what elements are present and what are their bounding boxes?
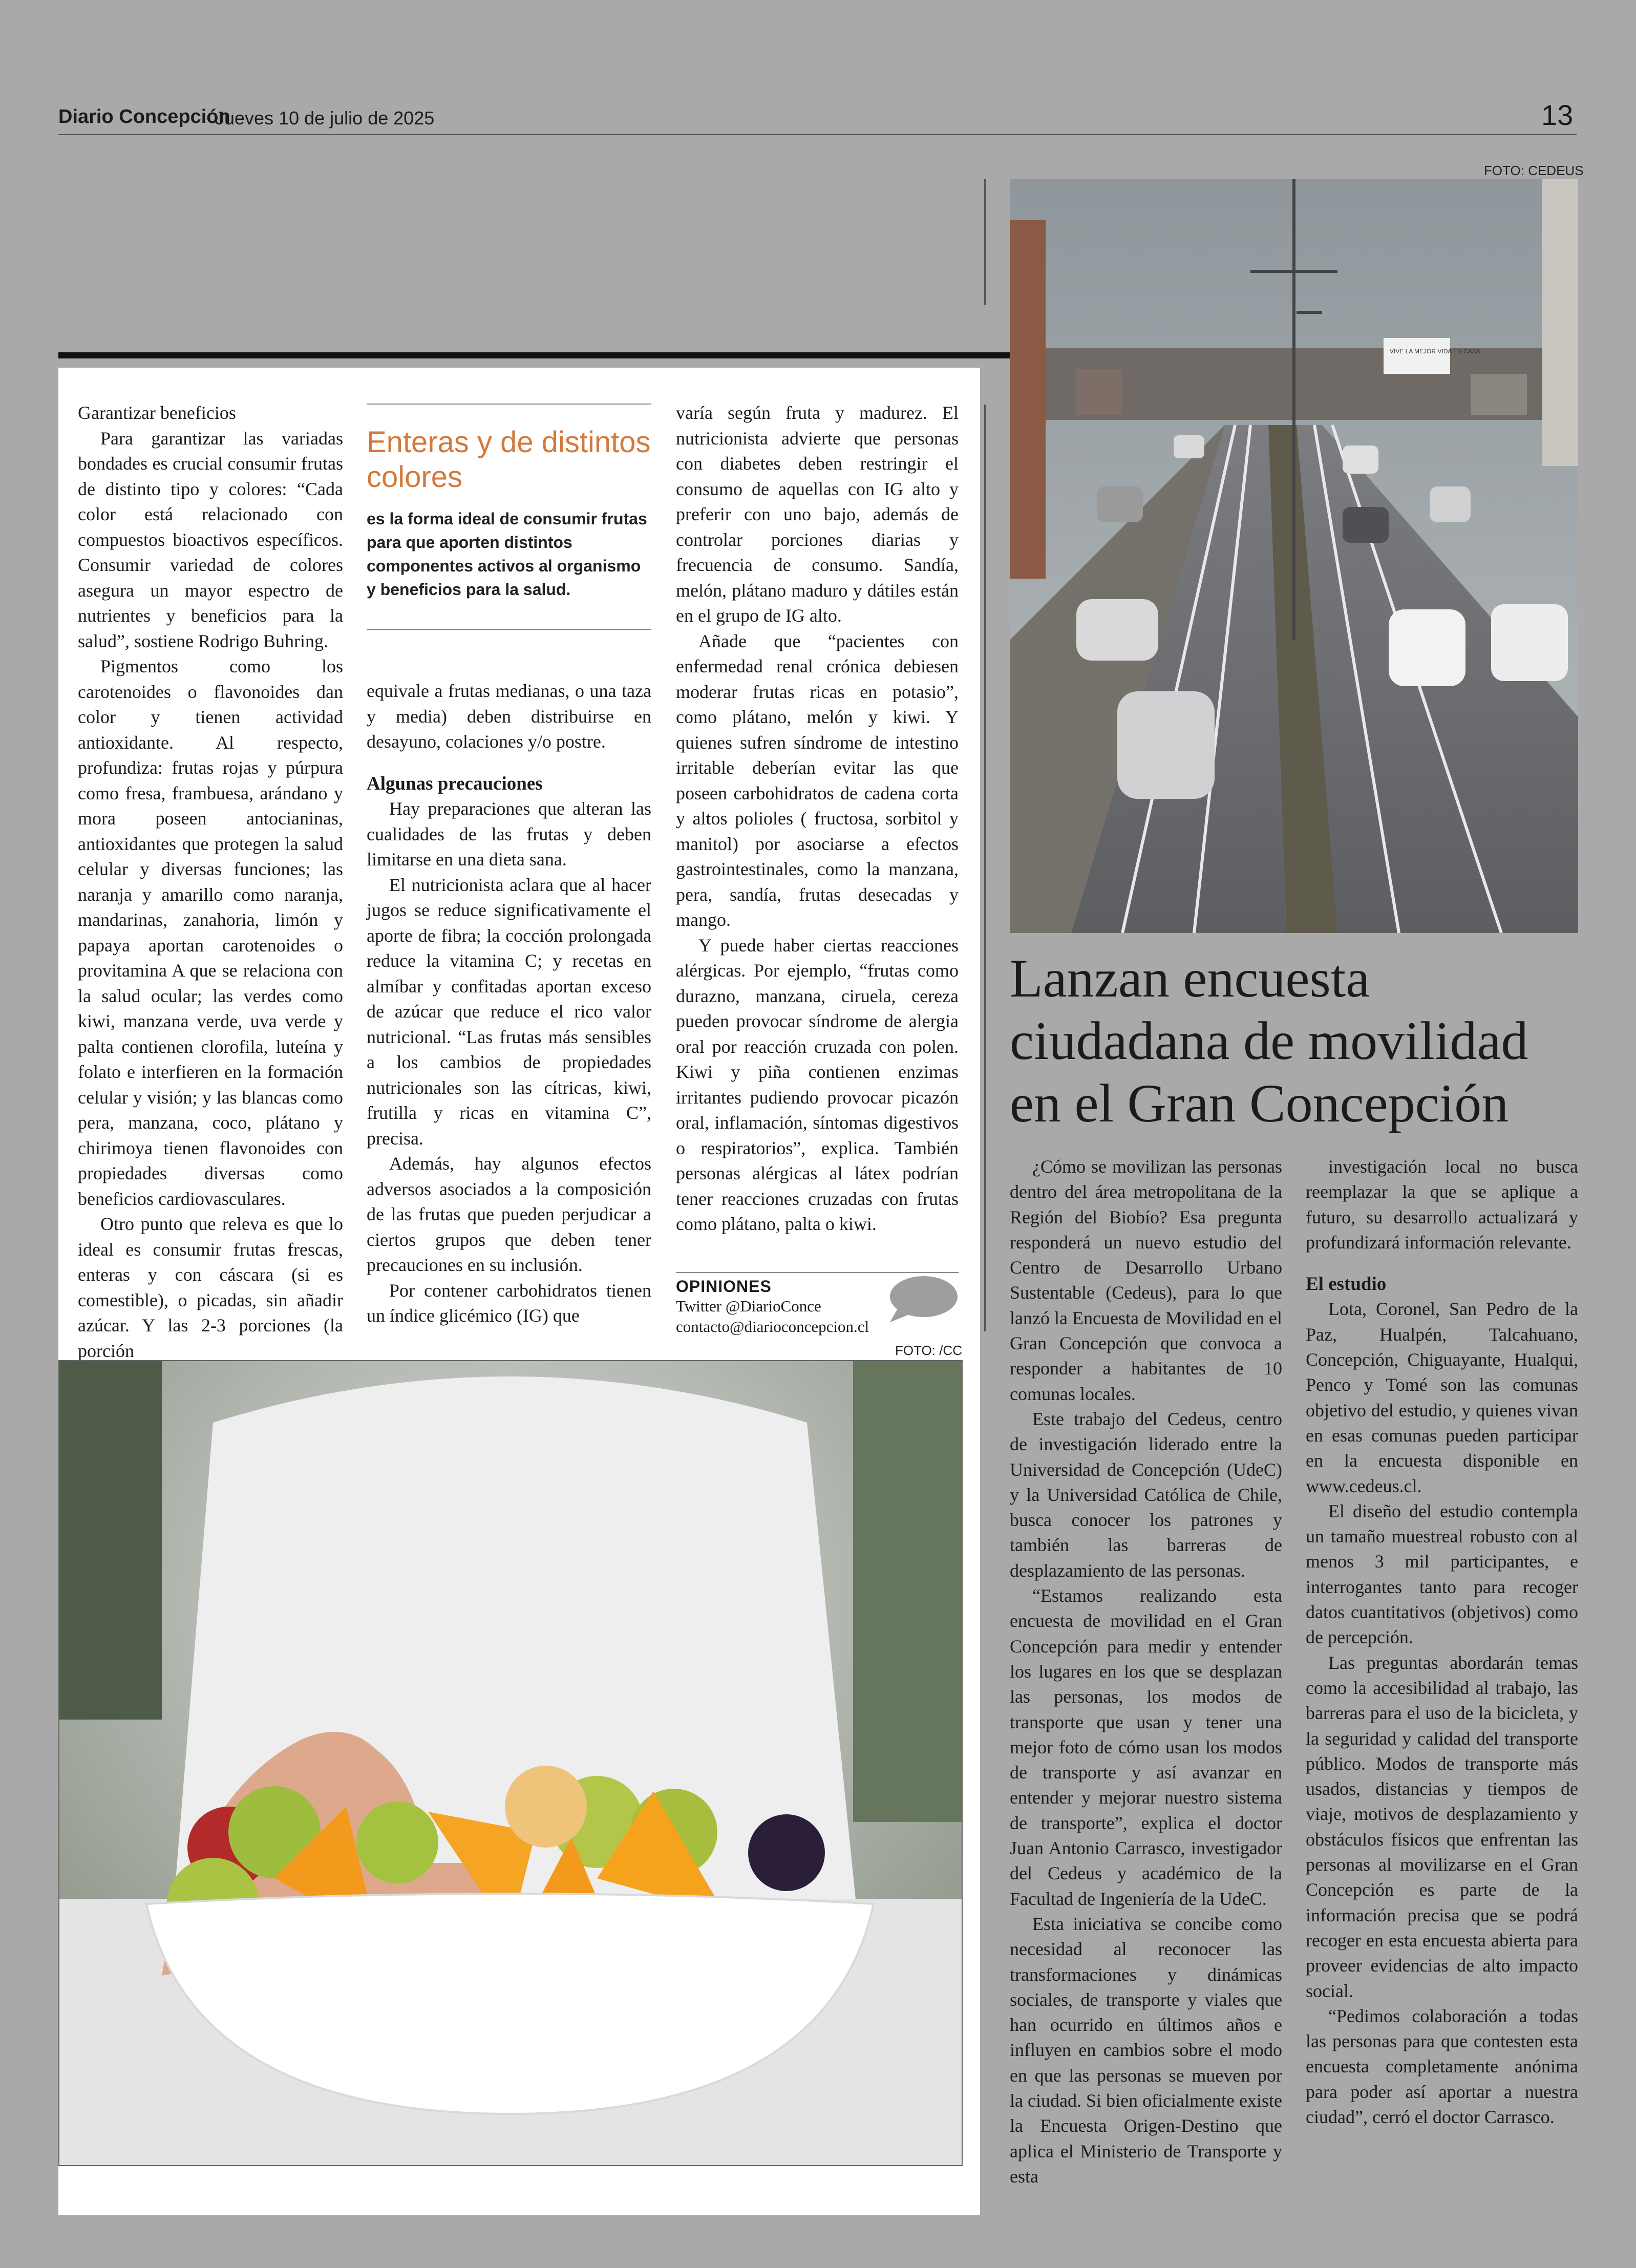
paragraph: El nutricionista aclara que al hacer jugos se reduce significativamente el aporte de fibra; la cocción prolongada reduce la vitamina C; y recetas en almíbar y confitadas aportan exceso de azúcar que reduce el rico valor nutricional. “Las frutas más sensibles a los cambios de propiedades nutricionales son las cítricas, kiwi, frutilla y ricas en vitamina C”, precisa. xyxy=(367,874,651,1149)
paragraph: Y puede haber ciertas reacciones alérgicas. Por ejemplo, “frutas como durazno, manzana, ciruela, cereza pueden provocar síndrome de alergia oral por reacción cruzada con polen. Kiwi y piña contienen enzimas irritantes pudiendo provocar picazón oral, inflamación, síntomas digestivos o respiratorios”, explica. También personas alérgicas al látex podrían tener reacciones cruzadas con frutas como plátano, palta o kiwi. xyxy=(676,935,959,1234)
article-column-2 xyxy=(367,679,651,1329)
subheading: El estudio xyxy=(1306,1274,1387,1295)
paragraph: Pigmentos como los carotenoides o flavonoides dan color y tienen actividad antioxidante. Al respecto, profundiza: frutas rojas y púrpura como fresa, frambuesa, arándano y mora poseen antocianinas, antioxidantes que protegen la salud celular y diversas funciones; las naranja y amarillo como naranja, mandarinas, zanahoria, limón y papaya aportan carotenoides o provitamina A que se relaciona con la salud ocular; las verdes como kiwi, manzana verde, uva verde y palta contienen clorofila, luteína y folato e interfieren en la formación celular y visión; y las blancas como pera, manzana, coco, plátano y chirimoya tienen flavonoides con propiedades diversas como beneficios cardiovasculares. xyxy=(78,656,343,1209)
paragraph: varía según fruta y madurez. El nutricionista advierte que personas con diabetes deben restringir el consumo de aquellas con IG alto y preferir con uno bajo, además de controlar porciones diarias y frecuencia de consumo. Sandía, melón, plátano maduro y dátiles están en el grupo de IG alto. xyxy=(676,402,959,626)
header-rule xyxy=(58,134,1577,135)
fruit-illustration xyxy=(59,1361,962,2165)
opinions-email: contacto@diarioconcepcion.cl xyxy=(676,1318,869,1336)
paragraph: Lota, Coronel, San Pedro de la Paz, Hualpén, Talcahuano, Concepción, Chiguayante, Hualqui, Penco y Tomé son las comunas objetivo del estudio, y quienes vivan en esas comunas pueden participar en la encuesta disponible en www.cedeus.cl. xyxy=(1306,1299,1578,1496)
billboard-text: VIVE LA MEJOR VIDA EN CASA xyxy=(1390,348,1480,355)
article-column-1 xyxy=(78,400,343,1364)
right-column-2 xyxy=(1306,1154,1578,2130)
highway-photo xyxy=(1010,179,1578,933)
page-number: 13 xyxy=(1541,99,1574,131)
paragraph: Esta iniciativa se concibe como necesidad al reconocer las transformaciones y dinámicas sociales, de transporte y viales que han ocurrido en últimos años e influyen en cambios sobre el modo en que las personas se mueven por la ciudad. Si bien oficialmente existe la Encuesta Origen-Destino que aplica el Ministerio de Transporte y esta xyxy=(1010,1913,1282,2187)
paragraph: Este trabajo del Cedeus, centro de investigación liderado entre la Universidad de Concepción (UdeC) y la Universidad Católica de Chile, busca conocer los patrones y también las barreras de desplazamiento de las personas. xyxy=(1010,1408,1282,1581)
pull-quote-text: es la forma ideal de consumir frutas para que aporten distintos componentes activos al organismo y beneficios para la salud. xyxy=(367,510,647,599)
paragraph: Para garantizar las variadas bondades es crucial consumir frutas de distinto tipo y colores: “Cada color está relacionado con compuestos bioactivos específicos. Consumir variedad de colores asegura un mayor espectro de nutrientes y beneficios para la salud”, sostiene Rodrigo Buhring. xyxy=(78,428,343,651)
fruit-bowl-photo xyxy=(58,1360,963,2166)
photo-credit: FOTO: CEDEUS xyxy=(1484,163,1584,178)
opinions-twitter: Twitter @DiarioConce xyxy=(676,1297,821,1315)
paragraph: Además, hay algunos efectos adversos asociados a la composición de las frutas que pueden perjudicar a ciertos grupos que deben tener precauciones en su inclusión. xyxy=(367,1153,651,1275)
headline: Lanzan encuesta ciudadana de movilidad en el Gran Concepción xyxy=(1010,948,1528,1133)
paragraph: Añade que “pacientes con enfermedad renal crónica debiesen moderar frutas ricas en potasio”, como plátano, melón y kiwi. Y quienes sufren síndrome de intestino irritable deberían evitar las que poseen carbohidratos de cadena corta y altos polioles ( fructosa, sorbitol y manitol) por asociarse a efectos gastrointestinales, como la manzana, pera, sandía, frutas desecadas y mango. xyxy=(676,630,959,930)
paragraph: Las preguntas abordarán temas como la accesibilidad al trabajo, las barreras para el uso de la bicicleta, y la seguridad y calidad del transporte público. Modos de transporte más usados, distancias y tiempos de viaje, motivos de desplazamiento y obstáculos físicos que enfrentan las personas al movilizarse en el Gran Concepción es parte de la información precisa que se podrá recoger en esta encuesta abierta para proveer evidencias de alto impacto social. xyxy=(1306,1652,1578,2001)
column-rule xyxy=(984,405,986,1331)
newspaper-name: Diario Concepción xyxy=(58,106,230,128)
pull-quote-title: Enteras y de distintos colores xyxy=(367,426,651,494)
issue-date: Jueves 10 de julio de 2025 xyxy=(215,108,435,129)
photo-credit: FOTO: /CC xyxy=(895,1343,962,1358)
paragraph: Otro punto que releva es que lo ideal es consumir frutas frescas, enteras y con cáscara (si es comestible), o picadas, sin añadir azúcar. Y las 2-3 porciones (la porción xyxy=(78,1214,343,1361)
subheading: Algunas precauciones xyxy=(367,773,543,794)
highway-illustration xyxy=(1010,179,1578,933)
speech-bubble-icon xyxy=(887,1275,959,1324)
paragraph: investigación local no busca reemplazar la que se aplique a futuro, su desarrollo actualizará y profundizará información relevante. xyxy=(1306,1156,1578,1253)
pull-quote xyxy=(367,404,651,630)
column-rule xyxy=(984,179,986,305)
paragraph: Por contener carbohidratos tienen un índice glicémico (IG) que xyxy=(367,1280,651,1326)
paragraph: “Estamos realizando esta encuesta de movilidad en el Gran Concepción para medir y entender los lugares en los que se desplazan las personas, los modos de transporte que usan y tener una mejor foto de cómo usan los modos de transporte y así avanzar en entender y mejorar nuestro sistema de transporte”, explica el doctor Juan Antonio Carrasco, investigador del Cedeus y académico de la Facultad de Ingeniería de la UdeC. xyxy=(1010,1585,1282,1909)
article-column-3 xyxy=(676,400,959,1237)
paragraph: El diseño del estudio contempla un tamaño muestreal robusto con al menos 3 mil participantes, e interrogantes tanto para recoger datos cuantitativos (objetivos) como de percepción. xyxy=(1306,1500,1578,1648)
paragraph: equivale a frutas medianas, o una taza y media) deben distribuirse en desayuno, colaciones y/o postre. xyxy=(367,681,651,752)
right-column-1 xyxy=(1010,1154,1282,2189)
paragraph: Garantizar beneficios xyxy=(78,402,236,423)
paragraph: Hay preparaciones que alteran las cualidades de las frutas y deben limitarse en una dieta sana. xyxy=(367,798,651,870)
paragraph: ¿Cómo se movilizan las personas dentro del área metropolitana de la Región del Biobío? Esa pregunta responderá un nuevo estudio del Centro de Desarrollo Urbano Sustentable (Cedeus), para lo que lanzó la Encuesta de Movilidad en el Gran Concepción que convoca a responder a habitantes de 10 comunas locales. xyxy=(1010,1156,1282,1404)
section-rule xyxy=(58,352,1011,358)
paragraph: “Pedimos colaboración a todas las personas para que contesten esta encuesta completamente anónima para poder así aportar a nuestra ciudad”, cerró el doctor Carrasco. xyxy=(1306,2005,1578,2127)
opinions-title: OPINIONES xyxy=(676,1277,772,1296)
